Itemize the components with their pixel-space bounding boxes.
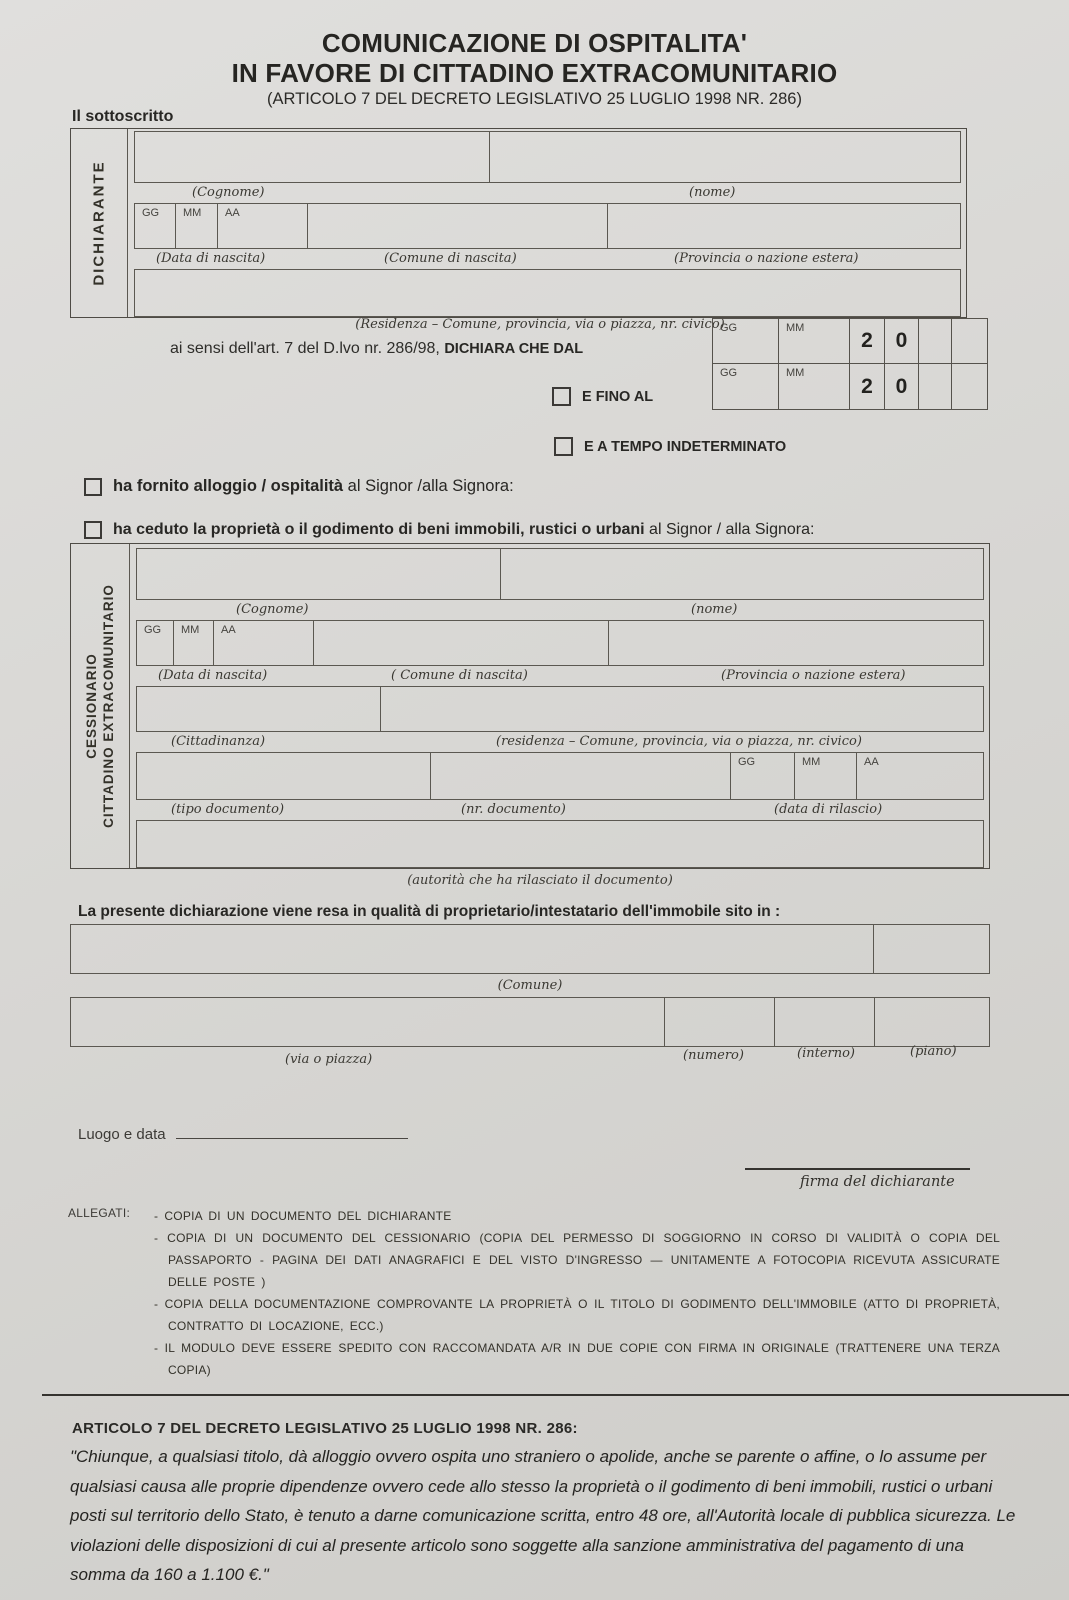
cessionario-tipo-documento-label: (tipo documento) xyxy=(171,802,285,817)
property-via-field[interactable] xyxy=(70,997,665,1047)
cessionario-cognome-field[interactable] xyxy=(136,548,501,600)
cessionario-side-label-line1: CESSIONARIO xyxy=(84,653,99,759)
property-interno-field[interactable] xyxy=(775,997,875,1047)
date-to-year-digit4[interactable] xyxy=(952,364,988,410)
date-to-year-digit1[interactable]: 2 xyxy=(850,364,885,410)
indefinite-label: E A TEMPO INDETERMINATO xyxy=(584,438,787,455)
cessionario-autorita-label: (autorità che ha rilasciato il documento) xyxy=(407,873,673,888)
date-to-mm-cell[interactable]: MM xyxy=(779,364,850,410)
attachments-section xyxy=(68,1205,1000,1381)
property-comune-label: (Comune) xyxy=(497,978,563,993)
attachment-item: - IL MODULO DEVE ESSERE SPEDITO CON RACCOMANDATA A/R IN DUE COPIE CON FIRMA IN ORIGINALE (TRATTENERE UNA TERZA COPIA) xyxy=(154,1341,1000,1377)
declarant-aa-cell[interactable]: AA xyxy=(218,203,308,249)
property-numero-field[interactable] xyxy=(665,997,775,1047)
form-title-line2: IN FAVORE DI CITTADINO EXTRACOMUNITARIO xyxy=(231,58,838,88)
premise-text: ai sensi dell'art. 7 del D.lvo nr. 286/98, xyxy=(170,340,440,357)
property-comune-field[interactable] xyxy=(70,924,874,974)
section-divider xyxy=(42,1394,1069,1396)
property-address-row xyxy=(70,997,990,1047)
cessionario-side-label-line2: CITTADINO EXTRACOMUNITARIO xyxy=(101,584,116,828)
date-to-year-digit2[interactable]: 0 xyxy=(885,364,919,410)
hospitality-rest-text: al Signor /alla Signora: xyxy=(343,477,514,495)
place-date-label: Luogo e data xyxy=(78,1126,166,1143)
cessionario-gg-cell[interactable]: GG xyxy=(136,620,174,666)
hospitality-line xyxy=(113,477,514,496)
declarant-mm-cell[interactable]: MM xyxy=(176,203,218,249)
cessionario-cittadinanza-label: (Cittadinanza) xyxy=(171,734,266,749)
declarant-side-label: DICHIARANTE xyxy=(90,160,108,286)
property-piano-field[interactable] xyxy=(875,997,990,1047)
cessionario-side-label xyxy=(83,584,117,828)
form-subtitle: (ARTICOLO 7 DEL DECRETO LEGISLATIVO 25 LUGLIO 1998 NR. 286) xyxy=(267,90,802,108)
form-title-line1: COMUNICAZIONE DI OSPITALITA' xyxy=(321,28,748,58)
cessionario-aa-cell[interactable]: AA xyxy=(214,620,314,666)
cessionario-mm-cell[interactable]: MM xyxy=(174,620,214,666)
place-date-line[interactable] xyxy=(176,1125,408,1139)
cessionario-provincia-field[interactable] xyxy=(609,620,984,666)
cessionario-tipo-documento-field[interactable] xyxy=(136,752,431,800)
cessionario-provincia-label: (Provincia o nazione estera) xyxy=(721,668,906,683)
date-from-year-digit1[interactable]: 2 xyxy=(850,318,885,364)
cessionario-rilascio-aa-cell[interactable]: AA xyxy=(857,752,984,800)
declares-text: DICHIARA CHE DAL xyxy=(444,341,584,357)
property-intro: La presente dichiarazione viene resa in qualità di proprietario/intestatario dell'immobile sito in : xyxy=(78,903,781,920)
property-checkbox[interactable] xyxy=(84,521,102,539)
property-numero-label: (numero) xyxy=(683,1048,744,1063)
property-interno-label: (interno) xyxy=(797,1046,856,1061)
property-piano-label: (piano) xyxy=(910,1044,957,1059)
hospitality-bold-text: ha fornito alloggio / ospitalità xyxy=(113,477,344,495)
cessionario-comune-nascita-label: ( Comune di nascita) xyxy=(391,668,528,683)
declarant-nome-field[interactable] xyxy=(490,131,961,183)
cessionario-autorita-field[interactable] xyxy=(136,820,984,868)
until-checkbox[interactable] xyxy=(552,387,571,406)
declarant-side-column xyxy=(71,129,128,317)
article-body: "Chiunque, a qualsiasi titolo, dà alloggio ovvero ospita uno straniero o apolide, anche se parente o affine, o lo assume per qualsiasi causa alle proprie dipendenze ovvero cede allo stesso la proprietà o il godimento di beni immobili, rustici o urbani posti sul territorio dello Stato, è tenuto a darne comunicazione scritta, entro 48 ore, all'Autorità locale di pubblica sicurezza. Le violazioni delle disposizioni di cui al presente articolo sono soggette alla sanzione amministrativa del pagamento di una somma da 160 a 1.100 €." xyxy=(70,1447,1016,1584)
attachments-label: ALLEGATI: xyxy=(68,1206,131,1220)
property-comune-row xyxy=(70,924,990,974)
cessionario-comune-nascita-field[interactable] xyxy=(314,620,609,666)
date-from-mm-cell[interactable]: MM xyxy=(779,318,850,364)
cessionario-rilascio-gg-cell[interactable]: GG xyxy=(731,752,795,800)
attachment-item: - COPIA DI UN DOCUMENTO DEL CESSIONARIO (COPIA DEL PERMESSO DI SOGGIORNO IN CORSO DI VALIDITÀ O COPIA DEL PASSAPORTO - PAGINA DEI DATI ANAGRAFICI E DEL VISTO D'INGRESSO — UNITAMENTE A FOTOCOPIA RICEVUTA ASSICURATE DELLE POSTE ) xyxy=(154,1231,1000,1289)
attachment-item: - COPIA DI UN DOCUMENTO DEL DICHIARANTE xyxy=(154,1209,452,1223)
cessionario-fields xyxy=(130,544,989,868)
date-from-gg-cell[interactable]: GG xyxy=(712,318,779,364)
declarant-residenza-field[interactable] xyxy=(134,269,961,317)
date-from-row xyxy=(712,318,988,364)
declarant-gg-cell[interactable]: GG xyxy=(134,203,176,249)
declarant-cognome-field[interactable] xyxy=(134,131,490,183)
date-to-gg-cell[interactable]: GG xyxy=(712,364,779,410)
declarant-fields xyxy=(128,129,966,317)
cessionario-side-column xyxy=(71,544,130,868)
declarant-provincia-field[interactable] xyxy=(608,203,961,249)
property-bold-text: ha ceduto la proprietà o il godimento di beni immobili, rustici o urbani xyxy=(113,521,645,538)
property-line xyxy=(113,521,814,539)
signature-line[interactable] xyxy=(745,1168,970,1170)
cessionario-residenza-label: (residenza – Comune, provincia, via o piazza, nr. civico) xyxy=(496,734,862,749)
property-via-label: (via o piazza) xyxy=(285,1052,373,1067)
declarant-nome-label: (nome) xyxy=(689,185,736,200)
attachments-list xyxy=(154,1205,1000,1381)
cessionario-nome-field[interactable] xyxy=(501,548,984,600)
declarant-residenza-label: (Residenza – Comune, provincia, via o piazza, nr. civico) xyxy=(355,317,725,332)
cessionario-rilascio-mm-cell[interactable]: MM xyxy=(795,752,857,800)
cessionario-cittadinanza-field[interactable] xyxy=(136,686,381,732)
date-to-row xyxy=(712,364,988,410)
declarant-comune-nascita-field[interactable] xyxy=(308,203,608,249)
hospitality-checkbox[interactable] xyxy=(84,478,102,496)
date-from-year-digit4[interactable] xyxy=(952,318,988,364)
indefinite-checkbox[interactable] xyxy=(554,437,573,456)
declarant-data-nascita-label: (Data di nascita) xyxy=(156,251,266,266)
cessionario-box xyxy=(70,543,990,869)
date-from-year-digit2[interactable]: 0 xyxy=(885,318,919,364)
until-label: E FINO AL xyxy=(582,388,654,405)
cessionario-cognome-label: (Cognome) xyxy=(236,602,309,617)
date-from-year-digit3[interactable] xyxy=(919,318,952,364)
declarant-provincia-label: (Provincia o nazione estera) xyxy=(674,251,859,266)
cessionario-rilascio-label: (data di rilascio) xyxy=(774,802,883,817)
cessionario-nr-documento-label: (nr. documento) xyxy=(461,802,566,817)
article-heading: ARTICOLO 7 DEL DECRETO LEGISLATIVO 25 LUGLIO 1998 NR. 286: xyxy=(72,1420,578,1437)
declarant-comune-nascita-label: (Comune di nascita) xyxy=(384,251,517,266)
declarant-cognome-label: (Cognome) xyxy=(192,185,265,200)
cessionario-data-nascita-label: (Data di nascita) xyxy=(158,668,268,683)
declarant-intro: Il sottoscritto xyxy=(72,108,174,125)
date-to-year-digit3[interactable] xyxy=(919,364,952,410)
cessionario-nome-label: (nome) xyxy=(691,602,738,617)
attachment-item: - COPIA DELLA DOCUMENTAZIONE COMPROVANTE LA PROPRIETÀ O IL TITOLO DI GODIMENTO DELL'IMMOBILE (ATTO DI PROPRIETÀ, CONTRATTO DI LOCAZIONE, ECC.) xyxy=(154,1297,1000,1333)
signature-caption: firma del dichiarante xyxy=(800,1174,955,1190)
property-comune-extra-field[interactable] xyxy=(874,924,990,974)
cessionario-residenza-field[interactable] xyxy=(381,686,984,732)
cessionario-nr-documento-field[interactable] xyxy=(431,752,731,800)
property-rest-text: al Signor / alla Signora: xyxy=(644,521,815,538)
declaration-date-table xyxy=(712,318,988,410)
declarant-box xyxy=(70,128,967,318)
